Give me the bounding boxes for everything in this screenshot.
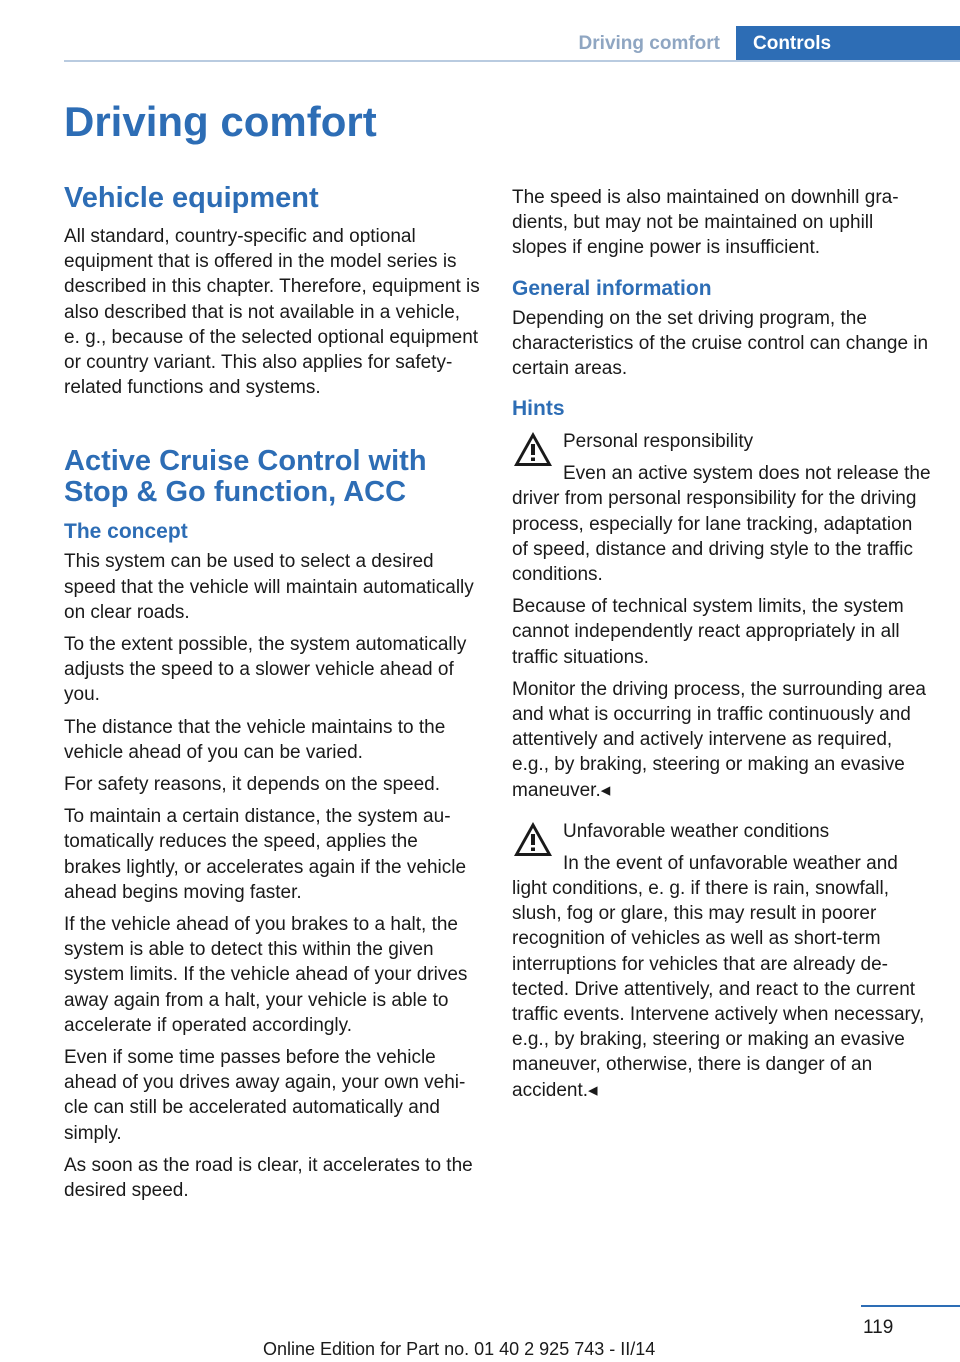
warning-text: In the event of unfavorable weather and light conditions, e. g. if there is rain, snowfall, slush, fog or glare, this may result in poorer recognition of vehicles as well as short-term interruptions for vehicles that are already detected. Drive attentively, and react to the current traffic events. Intervene actively when necessary, e.g., by braking, steering or making an evasive maneuver, otherwise, there is danger of an accident.◂	[512, 852, 925, 1101]
warning-triangle-icon	[512, 820, 554, 858]
general-information-heading: General information	[512, 276, 712, 300]
acc-heading: Active Cruise Control with Stop & Go function, ACC	[64, 445, 427, 509]
footer-divider	[861, 1305, 960, 1307]
general-information-text: Depending on the set driving program, the characteristics of the cruise control can change in certain areas.	[512, 307, 929, 380]
concept-heading: The concept	[64, 520, 188, 544]
warning-title: Unfavorable weather conditions	[563, 820, 830, 842]
concept-paragraph: The distance that the vehicle maintains to the vehicle ahead of you can be varied.	[64, 716, 446, 763]
concept-paragraph: To maintain a certain distance, the system automatically reduces the speed, applies the brakes lightly, or accelerates again if the vehicle ahead begins moving faster.	[64, 806, 467, 903]
header-chapter-tab: Controls	[736, 26, 960, 61]
hints-heading: Hints	[512, 397, 565, 421]
warning-title: Personal responsibility	[563, 431, 754, 453]
warning-text: Because of technical system limits, the system cannot independently react appropriately in all traffic situations.	[512, 596, 904, 668]
concept-paragraph: This system can be used to select a desired speed that the vehicle will maintain automatically on clear roads.	[64, 551, 474, 623]
concept-paragraph: If the vehicle ahead of you brakes to a halt, the system is able to detect this within the given system limits. If the vehicle ahead of your drives away again from a halt, your vehicle is able to accelerate if operated accordingly.	[64, 914, 468, 1036]
concept-paragraph: For safety reasons, it depends on the speed.	[64, 774, 441, 796]
concept-paragraph: Even if some time passes before the vehicle ahead of you drives away again, your own vehicle can still be accelerated automatically and simply.	[64, 1047, 466, 1144]
right-column	[512, 185, 932, 1110]
warning-text: Monitor the driving process, the surrounding area and what is occurring in traffic continuously and attentively and actively intervene as required, e.g., by braking, steering or making an evasive maneuver.◂	[512, 678, 927, 801]
page-number: 119	[863, 1317, 894, 1338]
page-title: Driving comfort	[64, 98, 377, 145]
warning-triangle-icon	[512, 430, 554, 468]
warning-block-personal-responsibility	[512, 429, 932, 803]
warning-text: Even an active system does not release the driver from personal responsibility for the driving process, especially for lane tracking, adaptation of speed, distance and driving style to the traffic conditions.	[512, 463, 931, 586]
left-column	[64, 183, 480, 1210]
concept-paragraph: As soon as the road is clear, it accelerates to the desired speed.	[64, 1154, 473, 1202]
footer-edition: Online Edition for Part no. 01 40 2 925 743 - II/14	[263, 1339, 656, 1359]
concept-paragraph: The speed is also maintained on downhill gradients, but may not be maintained on uphill slopes if engine power is insufficient.	[512, 187, 899, 259]
warning-block-unfavorable-weather	[512, 819, 932, 1103]
vehicle-equipment-heading: Vehicle equipment	[64, 182, 319, 214]
concept-paragraph: To the extent possible, the system automatically adjusts the speed to a slower vehicle ahead of you.	[64, 634, 467, 706]
header-section-label: Driving comfort	[578, 33, 720, 54]
vehicle-equipment-text: All standard, country-specific and optional equipment that is offered in the model series is described in this chapter. Therefore, equipment is also described that is not available in a vehicle, e. g., because of the selected optional equipment or country variant. This also applies for safety-related functions and systems.	[64, 226, 480, 399]
header-divider	[64, 60, 960, 62]
